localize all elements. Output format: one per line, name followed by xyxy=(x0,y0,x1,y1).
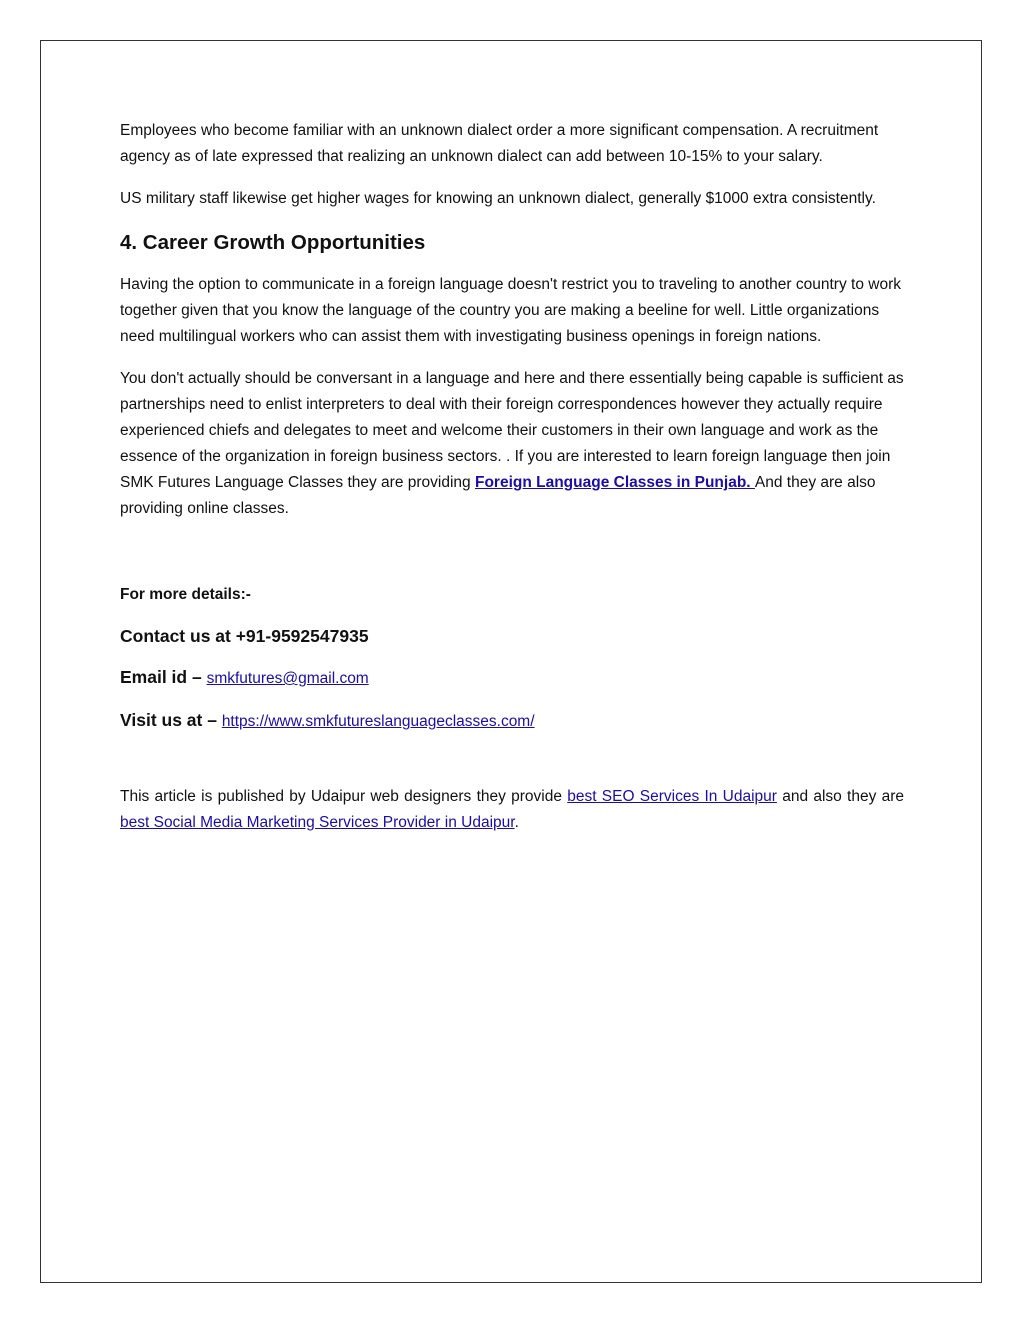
footer-text-2: and also they are xyxy=(776,788,904,805)
website-link[interactable]: https://www.smkfutureslanguageclasses.com/ xyxy=(221,713,535,730)
email-label: Email id – xyxy=(120,667,207,687)
footer-text-1: This article is published by Udaipur web designers they provide xyxy=(120,788,568,805)
smm-services-link[interactable]: best Social Media Marketing Services Provider in Udaipur xyxy=(120,814,515,831)
foreign-language-classes-link[interactable]: Foreign Language Classes in Punjab. xyxy=(474,474,755,491)
section-heading: 4. Career Growth Opportunities xyxy=(120,231,426,254)
footer-text-3: . xyxy=(514,814,519,831)
paragraph-conversant-text: You don't actually should be conversant in a language and here and there essentially being capable is sufficient as partnerships need to enlist interpreters to deal with their foreign correspondences however they actually require experienced chiefs and delegates to meet and welcome their customers in their own language and work as the essence of the organization in foreign business sectors. . If you are interested to learn foreign language then join SMK Futures Language Classes they are providing xyxy=(120,370,904,491)
seo-services-link[interactable]: best SEO Services In Udaipur xyxy=(567,788,777,805)
contact-phone: Contact us at +91-9592547935 xyxy=(120,626,369,646)
details-label: For more details:- xyxy=(120,586,251,603)
footer-note xyxy=(120,784,904,836)
contact-website xyxy=(120,706,904,736)
contact-email xyxy=(120,663,904,693)
paragraph-military: US military staff likewise get higher wages for knowing an unknown dialect, generally $1000 extra consistently. xyxy=(120,190,876,207)
paragraph-conversant-tail: And they are also providing online classes. xyxy=(120,474,876,517)
document-body xyxy=(120,118,904,836)
paragraph-conversant xyxy=(120,366,904,522)
paragraph-salary: Employees who become familiar with an unknown dialect order a more significant compensation. A recruitment agency as of late expressed that realizing an unknown dialect can add between 10-15% to your salary. xyxy=(120,122,879,165)
paragraph-communicate: Having the option to communicate in a foreign language doesn't restrict you to traveling to another country to work together given that you know the language of the country you are making a beeline for well. Little organizations need multilingual workers who can assist them with investigating business openings in foreign nations. xyxy=(120,276,901,345)
visit-label: Visit us at – xyxy=(120,710,222,730)
email-link[interactable]: smkfutures@gmail.com xyxy=(206,670,369,687)
